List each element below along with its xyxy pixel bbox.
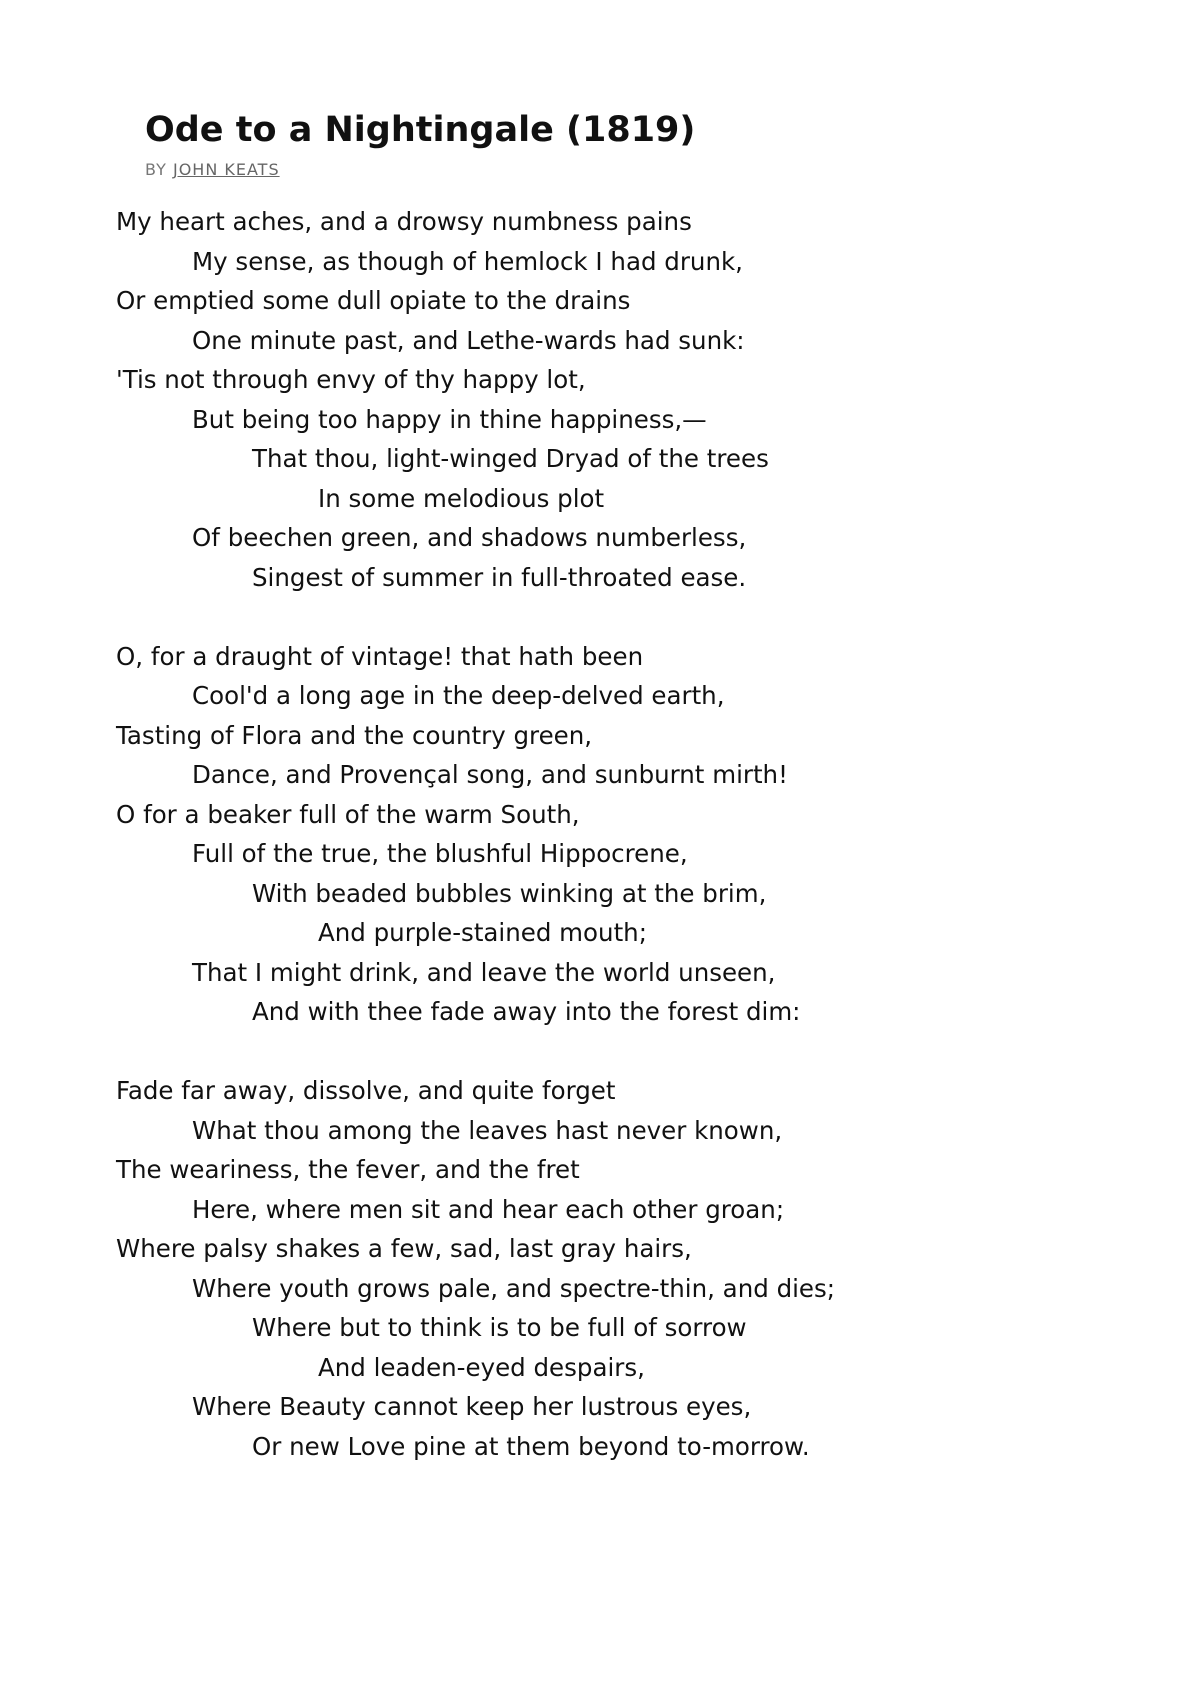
- poem-line: Or new Love pine at them beyond to-morrow.: [252, 1431, 810, 1461]
- author-link[interactable]: JOHN KEATS: [172, 160, 280, 179]
- poem-line: The weariness, the fever, and the fret: [116, 1155, 580, 1184]
- poem-line: And purple-stained mouth;: [318, 918, 647, 947]
- poem-line: One minute past, and Lethe-wards had sunk:: [192, 325, 745, 355]
- poem-line: 'Tis not through envy of thy happy lot,: [116, 365, 586, 394]
- poem-line: What thou among the leaves hast never known,: [192, 1115, 783, 1145]
- poem-line: Where palsy shakes a few, sad, last gray hairs,: [116, 1234, 692, 1263]
- poem-line: Tasting of Flora and the country green,: [116, 720, 593, 750]
- poem-line: And with thee fade away into the forest dim:: [252, 997, 801, 1026]
- poem-line: That I might drink, and leave the world unseen,: [192, 957, 776, 987]
- byline: [145, 160, 280, 180]
- poem-line: But being too happy in thine happiness,—: [192, 404, 707, 434]
- poem-line: That thou, light-winged Dryad of the trees: [252, 444, 769, 473]
- poem-line: Of beechen green, and shadows numberless,: [192, 523, 747, 552]
- poem-line: Where youth grows pale, and spectre-thin, and dies;: [192, 1273, 836, 1303]
- stanza: [116, 202, 1156, 597]
- stanza: [116, 637, 1156, 1032]
- poem-title: Ode to a Nightingale (1819): [145, 110, 696, 150]
- poem-line: Full of the true, the blushful Hippocrene,: [192, 839, 688, 868]
- poem-line: With beaded bubbles winking at the brim,: [252, 878, 767, 908]
- poem-body: [116, 202, 1156, 1506]
- poem-line: In some melodious plot: [318, 483, 605, 513]
- poem-line: Fade far away, dissolve, and quite forget: [116, 1076, 616, 1105]
- byline-label: BY: [145, 160, 167, 179]
- poem-line: Where but to think is to be full of sorrow: [252, 1313, 747, 1342]
- poem-line: O for a beaker full of the warm South,: [116, 799, 580, 829]
- poem-line: Singest of summer in full-throated ease.: [252, 562, 747, 592]
- poem-line: Or emptied some dull opiate to the drains: [116, 286, 631, 315]
- poem-line: Where Beauty cannot keep her lustrous eyes,: [192, 1392, 752, 1421]
- poem-line: My sense, as though of hemlock I had drunk,: [192, 246, 743, 276]
- poem-line: Dance, and Provençal song, and sunburnt mirth!: [192, 760, 788, 789]
- poem-line: And leaden-eyed despairs,: [318, 1352, 645, 1382]
- poem-line: Cool'd a long age in the deep-delved earth,: [192, 681, 725, 710]
- stanza: [116, 1071, 1156, 1466]
- poem-line: Here, where men sit and hear each other groan;: [192, 1194, 785, 1224]
- poem-line: O, for a draught of vintage! that hath been: [116, 641, 644, 671]
- poem-line: My heart aches, and a drowsy numbness pains: [116, 207, 692, 236]
